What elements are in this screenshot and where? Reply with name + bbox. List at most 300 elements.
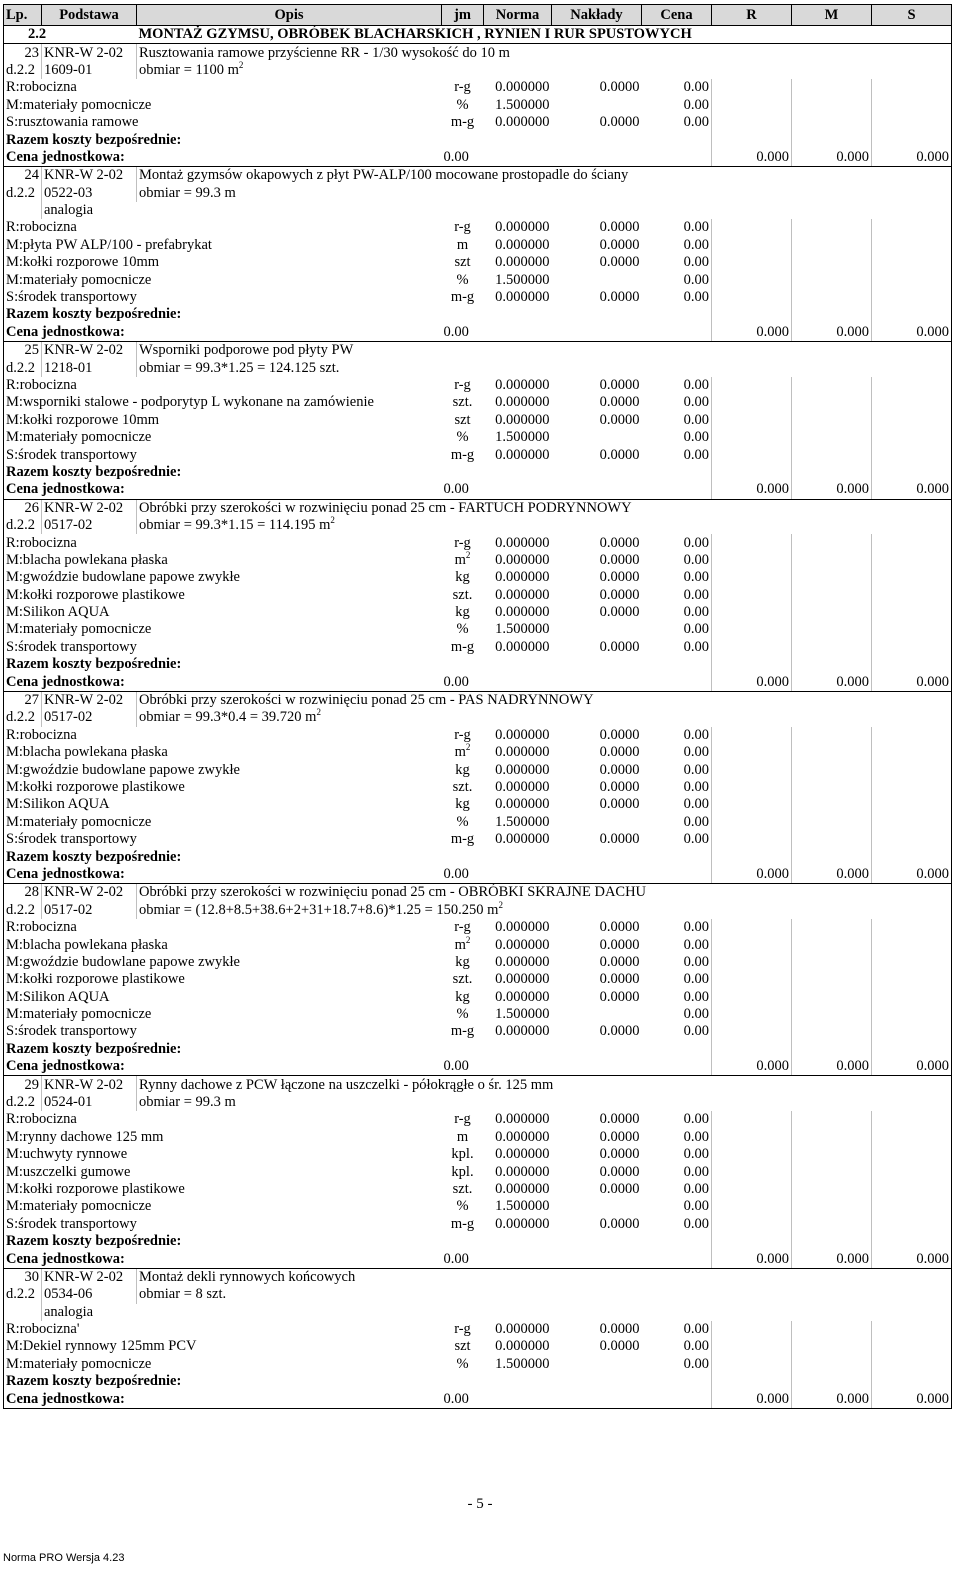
empty-cell bbox=[552, 1041, 642, 1058]
resource-norma: 0.000000 bbox=[495, 219, 550, 236]
cena-label: Cena jednostkowa: bbox=[4, 866, 442, 884]
resource-price: 0.00 bbox=[683, 446, 709, 463]
empty-cell bbox=[792, 848, 872, 865]
empty-cell bbox=[712, 1006, 792, 1023]
resource-norma: 0.000000 bbox=[495, 604, 550, 621]
resource-price: 0.00 bbox=[683, 219, 709, 236]
resource-norma: 0.000000 bbox=[495, 638, 550, 655]
position-description: Rynny dachowe z PCW łączone na uszczelki - półokrągłe o śr. 125 mm bbox=[137, 1076, 952, 1094]
resource-unit bbox=[442, 114, 484, 131]
cena-label: Cena jednostkowa: bbox=[4, 673, 442, 691]
position-obmiar bbox=[137, 709, 952, 726]
unit-price-s: 0.000 bbox=[872, 866, 952, 884]
unit-price-r: 0.000 bbox=[712, 1390, 792, 1408]
resource-unit-text: % bbox=[456, 429, 469, 446]
empty-cell bbox=[792, 552, 872, 569]
position-description: Montaż dekli rynnowych końcowych bbox=[137, 1268, 952, 1286]
empty-cell bbox=[484, 1373, 552, 1390]
resource-name: M:rynny dachowe 125 mm bbox=[4, 1129, 442, 1146]
empty-cell bbox=[712, 289, 792, 306]
resource-naklady: 0.0000 bbox=[599, 936, 640, 953]
position-extra-row bbox=[4, 1304, 952, 1321]
resource-row bbox=[4, 1338, 952, 1355]
position-number: 28 bbox=[4, 884, 42, 902]
resource-unit bbox=[442, 814, 484, 831]
position-base-code: 1609-01 bbox=[42, 62, 137, 79]
resource-price: 0.00 bbox=[683, 953, 709, 970]
empty-cell bbox=[792, 587, 872, 604]
empty-cell bbox=[872, 727, 952, 744]
resource-naklady bbox=[552, 1198, 642, 1215]
resource-name: M:kołki rozporowe plastikowe bbox=[4, 971, 442, 988]
position-obmiar bbox=[137, 185, 952, 202]
empty-cell bbox=[552, 1058, 642, 1076]
resource-norma: 0.000000 bbox=[495, 761, 550, 778]
empty-cell bbox=[872, 1181, 952, 1198]
resource-unit bbox=[442, 377, 484, 394]
razem-row bbox=[4, 848, 952, 865]
empty-cell bbox=[872, 1338, 952, 1355]
resource-name: M:płyta PW ALP/100 - prefabrykat bbox=[4, 237, 442, 254]
empty-cell bbox=[792, 306, 872, 323]
razem-row bbox=[4, 306, 952, 323]
empty-cell bbox=[792, 79, 872, 96]
empty-cell bbox=[552, 866, 642, 884]
resource-unit bbox=[442, 394, 484, 411]
position-header-row bbox=[4, 691, 952, 709]
empty-cell bbox=[792, 464, 872, 481]
resource-unit-text: r-g bbox=[454, 79, 471, 96]
resource-norma: 0.000000 bbox=[495, 569, 550, 586]
resource-row bbox=[4, 412, 952, 429]
empty-cell bbox=[792, 1023, 872, 1040]
resource-unit-exponent: 2 bbox=[465, 550, 471, 561]
position-number: 30 bbox=[4, 1268, 42, 1286]
empty-cell bbox=[712, 394, 792, 411]
resource-price: 0.00 bbox=[683, 1215, 709, 1232]
empty-cell bbox=[712, 1146, 792, 1163]
resource-name: M:uszczelki gumowe bbox=[4, 1163, 442, 1180]
resource-name: R:robocizna bbox=[4, 919, 442, 936]
empty-cell bbox=[712, 271, 792, 288]
position-base-catalog: KNR-W 2-02 bbox=[42, 1268, 137, 1286]
empty-cell bbox=[792, 1041, 872, 1058]
resource-unit-text: m-g bbox=[450, 1215, 475, 1232]
empty-cell bbox=[642, 324, 712, 342]
empty-cell bbox=[792, 394, 872, 411]
resource-unit bbox=[442, 604, 484, 621]
resource-norma: 0.000000 bbox=[495, 988, 550, 1005]
resource-unit bbox=[442, 412, 484, 429]
resource-unit-text: kg bbox=[455, 988, 470, 1005]
resource-naklady: 0.0000 bbox=[599, 1128, 640, 1145]
resource-price: 0.00 bbox=[683, 988, 709, 1005]
empty-cell bbox=[872, 1163, 952, 1180]
empty-cell bbox=[712, 569, 792, 586]
resource-norma: 0.000000 bbox=[495, 936, 550, 953]
position-base-code: 0517-02 bbox=[42, 709, 137, 726]
position-obmiar-row bbox=[4, 185, 952, 202]
position-description: Obróbki przy szerokości w rozwinięciu ponad 25 cm - FARTUCH PODRYNNOWY bbox=[137, 499, 952, 517]
empty-cell bbox=[872, 534, 952, 551]
resource-naklady: 0.0000 bbox=[599, 988, 640, 1005]
resource-price: 0.00 bbox=[683, 271, 709, 288]
resource-name: M:materiały pomocnicze bbox=[4, 429, 442, 446]
empty-cell bbox=[792, 971, 872, 988]
resource-name: M:gwoździe budowlane papowe zwykłe bbox=[4, 954, 442, 971]
empty-cell bbox=[712, 1181, 792, 1198]
resource-norma: 0.000000 bbox=[495, 831, 550, 848]
position-base-code: 1218-01 bbox=[42, 359, 137, 376]
resource-unit-text: m bbox=[454, 551, 466, 568]
cena-row bbox=[4, 866, 952, 884]
empty-cell bbox=[872, 1146, 952, 1163]
empty-cell bbox=[712, 1321, 792, 1338]
position-note: analogia bbox=[42, 202, 952, 219]
empty-cell bbox=[792, 1321, 872, 1338]
empty-cell bbox=[872, 988, 952, 1005]
empty-cell bbox=[792, 1181, 872, 1198]
empty-cell bbox=[792, 1111, 872, 1128]
unit-price-s: 0.000 bbox=[872, 673, 952, 691]
resource-unit-text: % bbox=[456, 813, 469, 830]
empty-cell bbox=[712, 114, 792, 131]
cena-row bbox=[4, 673, 952, 691]
empty-cell bbox=[872, 377, 952, 394]
position-base-code: 0517-02 bbox=[42, 902, 137, 919]
resource-norma: 1.500000 bbox=[495, 96, 550, 113]
position-obmiar-row bbox=[4, 1094, 952, 1111]
empty-cell bbox=[712, 1163, 792, 1180]
empty-cell bbox=[552, 848, 642, 865]
resource-name: R:robocizna bbox=[4, 534, 442, 551]
resource-unit-text: kg bbox=[455, 569, 470, 586]
position-base-catalog: KNR-W 2-02 bbox=[42, 44, 137, 62]
empty-cell bbox=[872, 1356, 952, 1373]
resource-name: M:Silikon AQUA bbox=[4, 988, 442, 1005]
resource-unit-text: kpl. bbox=[451, 1146, 474, 1163]
resource-unit bbox=[442, 1111, 484, 1128]
resource-row bbox=[4, 446, 952, 463]
empty-cell bbox=[872, 848, 952, 865]
empty-cell bbox=[712, 814, 792, 831]
empty-cell bbox=[792, 1373, 872, 1390]
resource-name: S:środek transportowy bbox=[4, 639, 442, 656]
resource-name: M:kołki rozporowe plastikowe bbox=[4, 1181, 442, 1198]
empty-cell bbox=[712, 237, 792, 254]
resource-naklady bbox=[552, 1356, 642, 1373]
empty-cell bbox=[792, 429, 872, 446]
empty-cell bbox=[712, 1356, 792, 1373]
resource-unit bbox=[442, 761, 484, 778]
empty-cell bbox=[712, 761, 792, 778]
empty-cell bbox=[484, 656, 552, 673]
empty-cell bbox=[872, 639, 952, 656]
empty-cell bbox=[792, 814, 872, 831]
resource-norma: 0.000000 bbox=[495, 919, 550, 936]
position-obmiar-row bbox=[4, 62, 952, 79]
empty-cell bbox=[484, 324, 552, 342]
resource-name: S:środek transportowy bbox=[4, 446, 442, 463]
resource-naklady: 0.0000 bbox=[599, 79, 640, 96]
position-header-row bbox=[4, 884, 952, 902]
table-header-row bbox=[4, 5, 952, 26]
empty-cell bbox=[712, 219, 792, 236]
resource-naklady: 0.0000 bbox=[599, 638, 640, 655]
cena-label: Cena jednostkowa: bbox=[4, 481, 442, 499]
resource-unit bbox=[442, 429, 484, 446]
obmiar-text: obmiar = 99.3*1.15 = 114.195 m bbox=[139, 517, 331, 534]
resource-row bbox=[4, 761, 952, 778]
empty-cell bbox=[872, 621, 952, 638]
empty-cell bbox=[712, 971, 792, 988]
resource-unit bbox=[442, 1146, 484, 1163]
empty-cell bbox=[792, 97, 872, 114]
razem-row bbox=[4, 1373, 952, 1390]
empty-cell bbox=[642, 848, 712, 865]
empty-cell bbox=[872, 936, 952, 953]
resource-unit bbox=[442, 988, 484, 1005]
empty-cell bbox=[712, 464, 792, 481]
empty-cell bbox=[872, 796, 952, 813]
resource-name: S:środek transportowy bbox=[4, 831, 442, 848]
resource-unit bbox=[442, 936, 484, 953]
empty-cell bbox=[872, 1216, 952, 1233]
col-header: Podstawa bbox=[42, 5, 137, 26]
resource-row bbox=[4, 621, 952, 638]
position-obmiar-row bbox=[4, 359, 952, 376]
resource-naklady: 0.0000 bbox=[599, 831, 640, 848]
position-obmiar bbox=[137, 517, 952, 534]
empty-cell bbox=[712, 254, 792, 271]
resource-unit-text: m-g bbox=[450, 446, 475, 463]
resource-price: 0.00 bbox=[683, 1023, 709, 1040]
resource-name: M:gwoździe budowlane papowe zwykłe bbox=[4, 569, 442, 586]
resource-unit bbox=[442, 779, 484, 796]
unit-price-s: 0.000 bbox=[872, 1058, 952, 1076]
resource-unit-text: kpl. bbox=[451, 1163, 474, 1180]
resource-norma: 0.000000 bbox=[495, 1321, 550, 1338]
resource-naklady: 0.0000 bbox=[599, 586, 640, 603]
resource-name: S:środek transportowy bbox=[4, 1216, 442, 1233]
position-note: analogia bbox=[42, 1304, 952, 1321]
empty-cell bbox=[792, 761, 872, 778]
empty-cell bbox=[872, 919, 952, 936]
resource-unit-text: m bbox=[454, 744, 466, 761]
resource-price: 0.00 bbox=[683, 79, 709, 96]
empty-cell bbox=[792, 796, 872, 813]
obmiar-unit-exponent: 2 bbox=[330, 515, 335, 526]
resource-row bbox=[4, 744, 952, 761]
unit-price: 0.00 bbox=[442, 866, 484, 884]
resource-row bbox=[4, 796, 952, 813]
empty-cell bbox=[872, 569, 952, 586]
col-header: S bbox=[872, 5, 952, 26]
position-section-ref: d.2.2 bbox=[4, 902, 42, 919]
position-description: Obróbki przy szerokości w rozwinięciu ponad 25 cm - OBRÓBKI SKRAJNE DACHU bbox=[137, 884, 952, 902]
resource-price: 0.00 bbox=[683, 586, 709, 603]
resource-unit bbox=[442, 744, 484, 761]
col-header: Lp. bbox=[4, 5, 42, 26]
empty-cell bbox=[872, 289, 952, 306]
resource-naklady: 0.0000 bbox=[599, 744, 640, 761]
empty-cell bbox=[792, 727, 872, 744]
resource-unit bbox=[442, 79, 484, 96]
unit-price-r: 0.000 bbox=[712, 1250, 792, 1268]
resource-row bbox=[4, 114, 952, 131]
unit-price-m: 0.000 bbox=[792, 673, 872, 691]
resource-price: 0.00 bbox=[683, 971, 709, 988]
position-section-ref: d.2.2 bbox=[4, 62, 42, 79]
empty-cell bbox=[712, 1216, 792, 1233]
section-number: 2.2 bbox=[4, 26, 137, 44]
position-extra-row bbox=[4, 202, 952, 219]
resource-norma: 0.000000 bbox=[495, 254, 550, 271]
resource-row bbox=[4, 394, 952, 411]
empty-cell bbox=[712, 848, 792, 865]
unit-price-r: 0.000 bbox=[712, 673, 792, 691]
empty-cell bbox=[712, 79, 792, 96]
resource-row bbox=[4, 1023, 952, 1040]
empty-cell bbox=[642, 1233, 712, 1250]
empty-cell bbox=[872, 394, 952, 411]
resource-naklady: 0.0000 bbox=[599, 289, 640, 306]
empty-cell bbox=[792, 621, 872, 638]
resource-unit-text: m bbox=[454, 936, 466, 953]
empty-cell bbox=[712, 621, 792, 638]
unit-price-m: 0.000 bbox=[792, 149, 872, 167]
razem-label: Razem koszty bezpośrednie: bbox=[4, 464, 484, 481]
empty-cell bbox=[484, 464, 552, 481]
resource-name: S:środek transportowy bbox=[4, 289, 442, 306]
empty-cell bbox=[792, 289, 872, 306]
resource-name: M:Silikon AQUA bbox=[4, 604, 442, 621]
resource-unit-text: szt. bbox=[452, 394, 473, 411]
resource-price: 0.00 bbox=[683, 394, 709, 411]
empty-cell bbox=[4, 1304, 42, 1321]
resource-unit-text: % bbox=[456, 96, 469, 113]
resource-naklady: 0.0000 bbox=[599, 761, 640, 778]
resource-naklady: 0.0000 bbox=[599, 1180, 640, 1197]
resource-norma: 0.000000 bbox=[495, 1146, 550, 1163]
resource-name: R:robocizna bbox=[4, 377, 442, 394]
empty-cell bbox=[872, 954, 952, 971]
position-base-catalog: KNR-W 2-02 bbox=[42, 691, 137, 709]
position-number: 27 bbox=[4, 691, 42, 709]
razem-row bbox=[4, 1233, 952, 1250]
empty-cell bbox=[642, 464, 712, 481]
resource-name: M:materiały pomocnicze bbox=[4, 97, 442, 114]
empty-cell bbox=[712, 377, 792, 394]
empty-cell bbox=[792, 919, 872, 936]
resource-unit bbox=[442, 971, 484, 988]
position-base-code: 0524-01 bbox=[42, 1094, 137, 1111]
resource-unit-text: szt. bbox=[452, 1180, 473, 1197]
resource-naklady: 0.0000 bbox=[599, 254, 640, 271]
position-base-code: 0534-06 bbox=[42, 1286, 137, 1303]
resource-unit bbox=[442, 1338, 484, 1355]
resource-price: 0.00 bbox=[683, 96, 709, 113]
empty-cell bbox=[712, 552, 792, 569]
resource-unit-text: r-g bbox=[454, 1111, 471, 1128]
empty-cell bbox=[712, 1338, 792, 1355]
resource-price: 0.00 bbox=[683, 796, 709, 813]
resource-price: 0.00 bbox=[683, 638, 709, 655]
empty-cell bbox=[872, 1111, 952, 1128]
col-header: jm bbox=[442, 5, 484, 26]
empty-cell bbox=[872, 656, 952, 673]
resource-name: R:robocizna bbox=[4, 727, 442, 744]
unit-price-r: 0.000 bbox=[712, 149, 792, 167]
empty-cell bbox=[552, 324, 642, 342]
resource-name: M:blacha powlekana płaska bbox=[4, 744, 442, 761]
unit-price-r: 0.000 bbox=[712, 324, 792, 342]
empty-cell bbox=[484, 848, 552, 865]
empty-cell bbox=[872, 219, 952, 236]
razem-row bbox=[4, 656, 952, 673]
empty-cell bbox=[712, 587, 792, 604]
resource-unit-text: % bbox=[456, 621, 469, 638]
resource-name: M:materiały pomocnicze bbox=[4, 1356, 442, 1373]
empty-cell bbox=[484, 673, 552, 691]
resource-unit bbox=[442, 534, 484, 551]
position-description: Wsporniki podporowe pod płyty PW bbox=[137, 342, 952, 360]
position-base-code: 0517-02 bbox=[42, 517, 137, 534]
empty-cell bbox=[872, 271, 952, 288]
empty-cell bbox=[552, 1373, 642, 1390]
cena-row bbox=[4, 1250, 952, 1268]
resource-naklady: 0.0000 bbox=[599, 1338, 640, 1355]
unit-price-m: 0.000 bbox=[792, 324, 872, 342]
empty-cell bbox=[712, 727, 792, 744]
resource-unit-exponent: 2 bbox=[465, 742, 471, 753]
empty-cell bbox=[552, 131, 642, 148]
empty-cell bbox=[872, 1233, 952, 1250]
resource-unit-text: m-g bbox=[450, 289, 475, 306]
resource-norma: 0.000000 bbox=[495, 1128, 550, 1145]
empty-cell bbox=[712, 796, 792, 813]
resource-norma: 0.000000 bbox=[495, 114, 550, 131]
empty-cell bbox=[712, 639, 792, 656]
resource-row bbox=[4, 831, 952, 848]
resource-name: M:uchwyty rynnowe bbox=[4, 1146, 442, 1163]
resource-price: 0.00 bbox=[683, 919, 709, 936]
resource-naklady: 0.0000 bbox=[599, 796, 640, 813]
empty-cell bbox=[872, 1041, 952, 1058]
resource-norma: 0.000000 bbox=[495, 726, 550, 743]
resource-name: M:kołki rozporowe 10mm bbox=[4, 254, 442, 271]
empty-cell bbox=[872, 412, 952, 429]
empty-cell bbox=[792, 1356, 872, 1373]
empty-cell bbox=[872, 1023, 952, 1040]
empty-cell bbox=[792, 1233, 872, 1250]
col-header: Opis bbox=[137, 5, 442, 26]
position-section-ref: d.2.2 bbox=[4, 359, 42, 376]
resource-naklady: 0.0000 bbox=[599, 1023, 640, 1040]
resource-naklady: 0.0000 bbox=[599, 971, 640, 988]
resource-unit bbox=[442, 954, 484, 971]
empty-cell bbox=[792, 534, 872, 551]
resource-norma: 0.000000 bbox=[495, 377, 550, 393]
cena-label: Cena jednostkowa: bbox=[4, 324, 442, 342]
empty-cell bbox=[872, 114, 952, 131]
position-base-catalog: KNR-W 2-02 bbox=[42, 342, 137, 360]
resource-row bbox=[4, 237, 952, 254]
position-obmiar bbox=[137, 899, 952, 919]
position-header-row bbox=[4, 342, 952, 360]
resource-price: 0.00 bbox=[683, 429, 709, 446]
resource-unit bbox=[442, 1198, 484, 1215]
